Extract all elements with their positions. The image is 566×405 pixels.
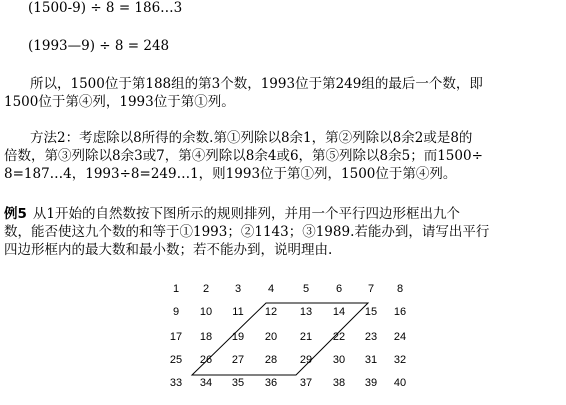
grid-number: 31: [364, 354, 378, 366]
grid-number: 33: [169, 377, 183, 389]
grid-number: 40: [393, 377, 407, 389]
paragraph-1-line-2: 1500位于第④列，1993位于第①列。: [4, 94, 235, 110]
grid-number: 23: [364, 331, 378, 343]
grid-number: 9: [172, 306, 180, 318]
example-text-1: 从1开始的自然数按下图所示的规则排列，并用一个平行四边形框出九个: [32, 206, 460, 222]
example-line-2: 数，能否使这九个数的和等于①1993；②1143；③1989.若能办到，请写出平行: [4, 224, 490, 240]
grid-number: 34: [199, 377, 213, 389]
grid-number: 19: [231, 331, 245, 343]
grid-number: 39: [364, 377, 378, 389]
grid-number: 37: [299, 377, 313, 389]
grid-number: 17: [169, 331, 183, 343]
grid-number: 1: [172, 283, 180, 295]
grid-number: 25: [169, 354, 183, 366]
example-label: 例5: [4, 206, 27, 222]
paragraph-1-line-1: 所以，1500位于第188组的第3个数，1993位于第249组的最后一个数，即: [30, 76, 483, 92]
grid-number: 11: [232, 306, 244, 318]
grid-number: 2: [202, 283, 210, 295]
equation-1: (1500-9) ÷ 8 = 186…3: [28, 0, 183, 16]
grid-number: 13: [299, 306, 313, 318]
grid-number: 21: [299, 331, 313, 343]
paragraph-2-line-2: 倍数，第③列除以8余3或7，第④列除以8余4或6，第⑤列除以8余5；而1500÷: [4, 148, 483, 164]
grid-number: 30: [332, 354, 346, 366]
grid-number: 20: [264, 331, 278, 343]
grid-number: 38: [332, 377, 346, 389]
grid-number: 15: [364, 306, 378, 318]
paragraph-2-line-1: 方法2：考虑除以8所得的余数.第①列除以8余1，第②列除以8余2或是8的: [30, 130, 473, 146]
grid-number: 18: [199, 331, 213, 343]
example-line-3: 四边形框内的最大数和最小数；若不能办到，说明理由.: [4, 242, 333, 258]
grid-number: 5: [302, 283, 310, 295]
grid-number: 36: [264, 377, 278, 389]
grid-number: 3: [234, 283, 242, 295]
equation-2: (1993—9) ÷ 8 = 248: [28, 38, 170, 54]
grid-number: 16: [393, 306, 407, 318]
grid-number: 28: [264, 354, 278, 366]
grid-number: 4: [267, 283, 275, 295]
grid-number: 32: [393, 354, 407, 366]
grid-number: 27: [231, 354, 245, 366]
grid-number: 24: [393, 331, 407, 343]
grid-number: 10: [199, 306, 213, 318]
grid-number: 12: [264, 306, 278, 318]
grid-number: 8: [396, 283, 404, 295]
grid-number: 14: [332, 306, 346, 318]
grid-number: 29: [299, 354, 313, 366]
grid-number: 22: [332, 331, 346, 343]
grid-number: 35: [231, 377, 245, 389]
grid-number: 26: [199, 354, 213, 366]
paragraph-2-line-3: 8=187…4，1993÷8=249…1，则1993位于第①列，1500位于第④列。: [4, 166, 457, 182]
grid-number: 7: [367, 283, 375, 295]
grid-number: 6: [335, 283, 343, 295]
